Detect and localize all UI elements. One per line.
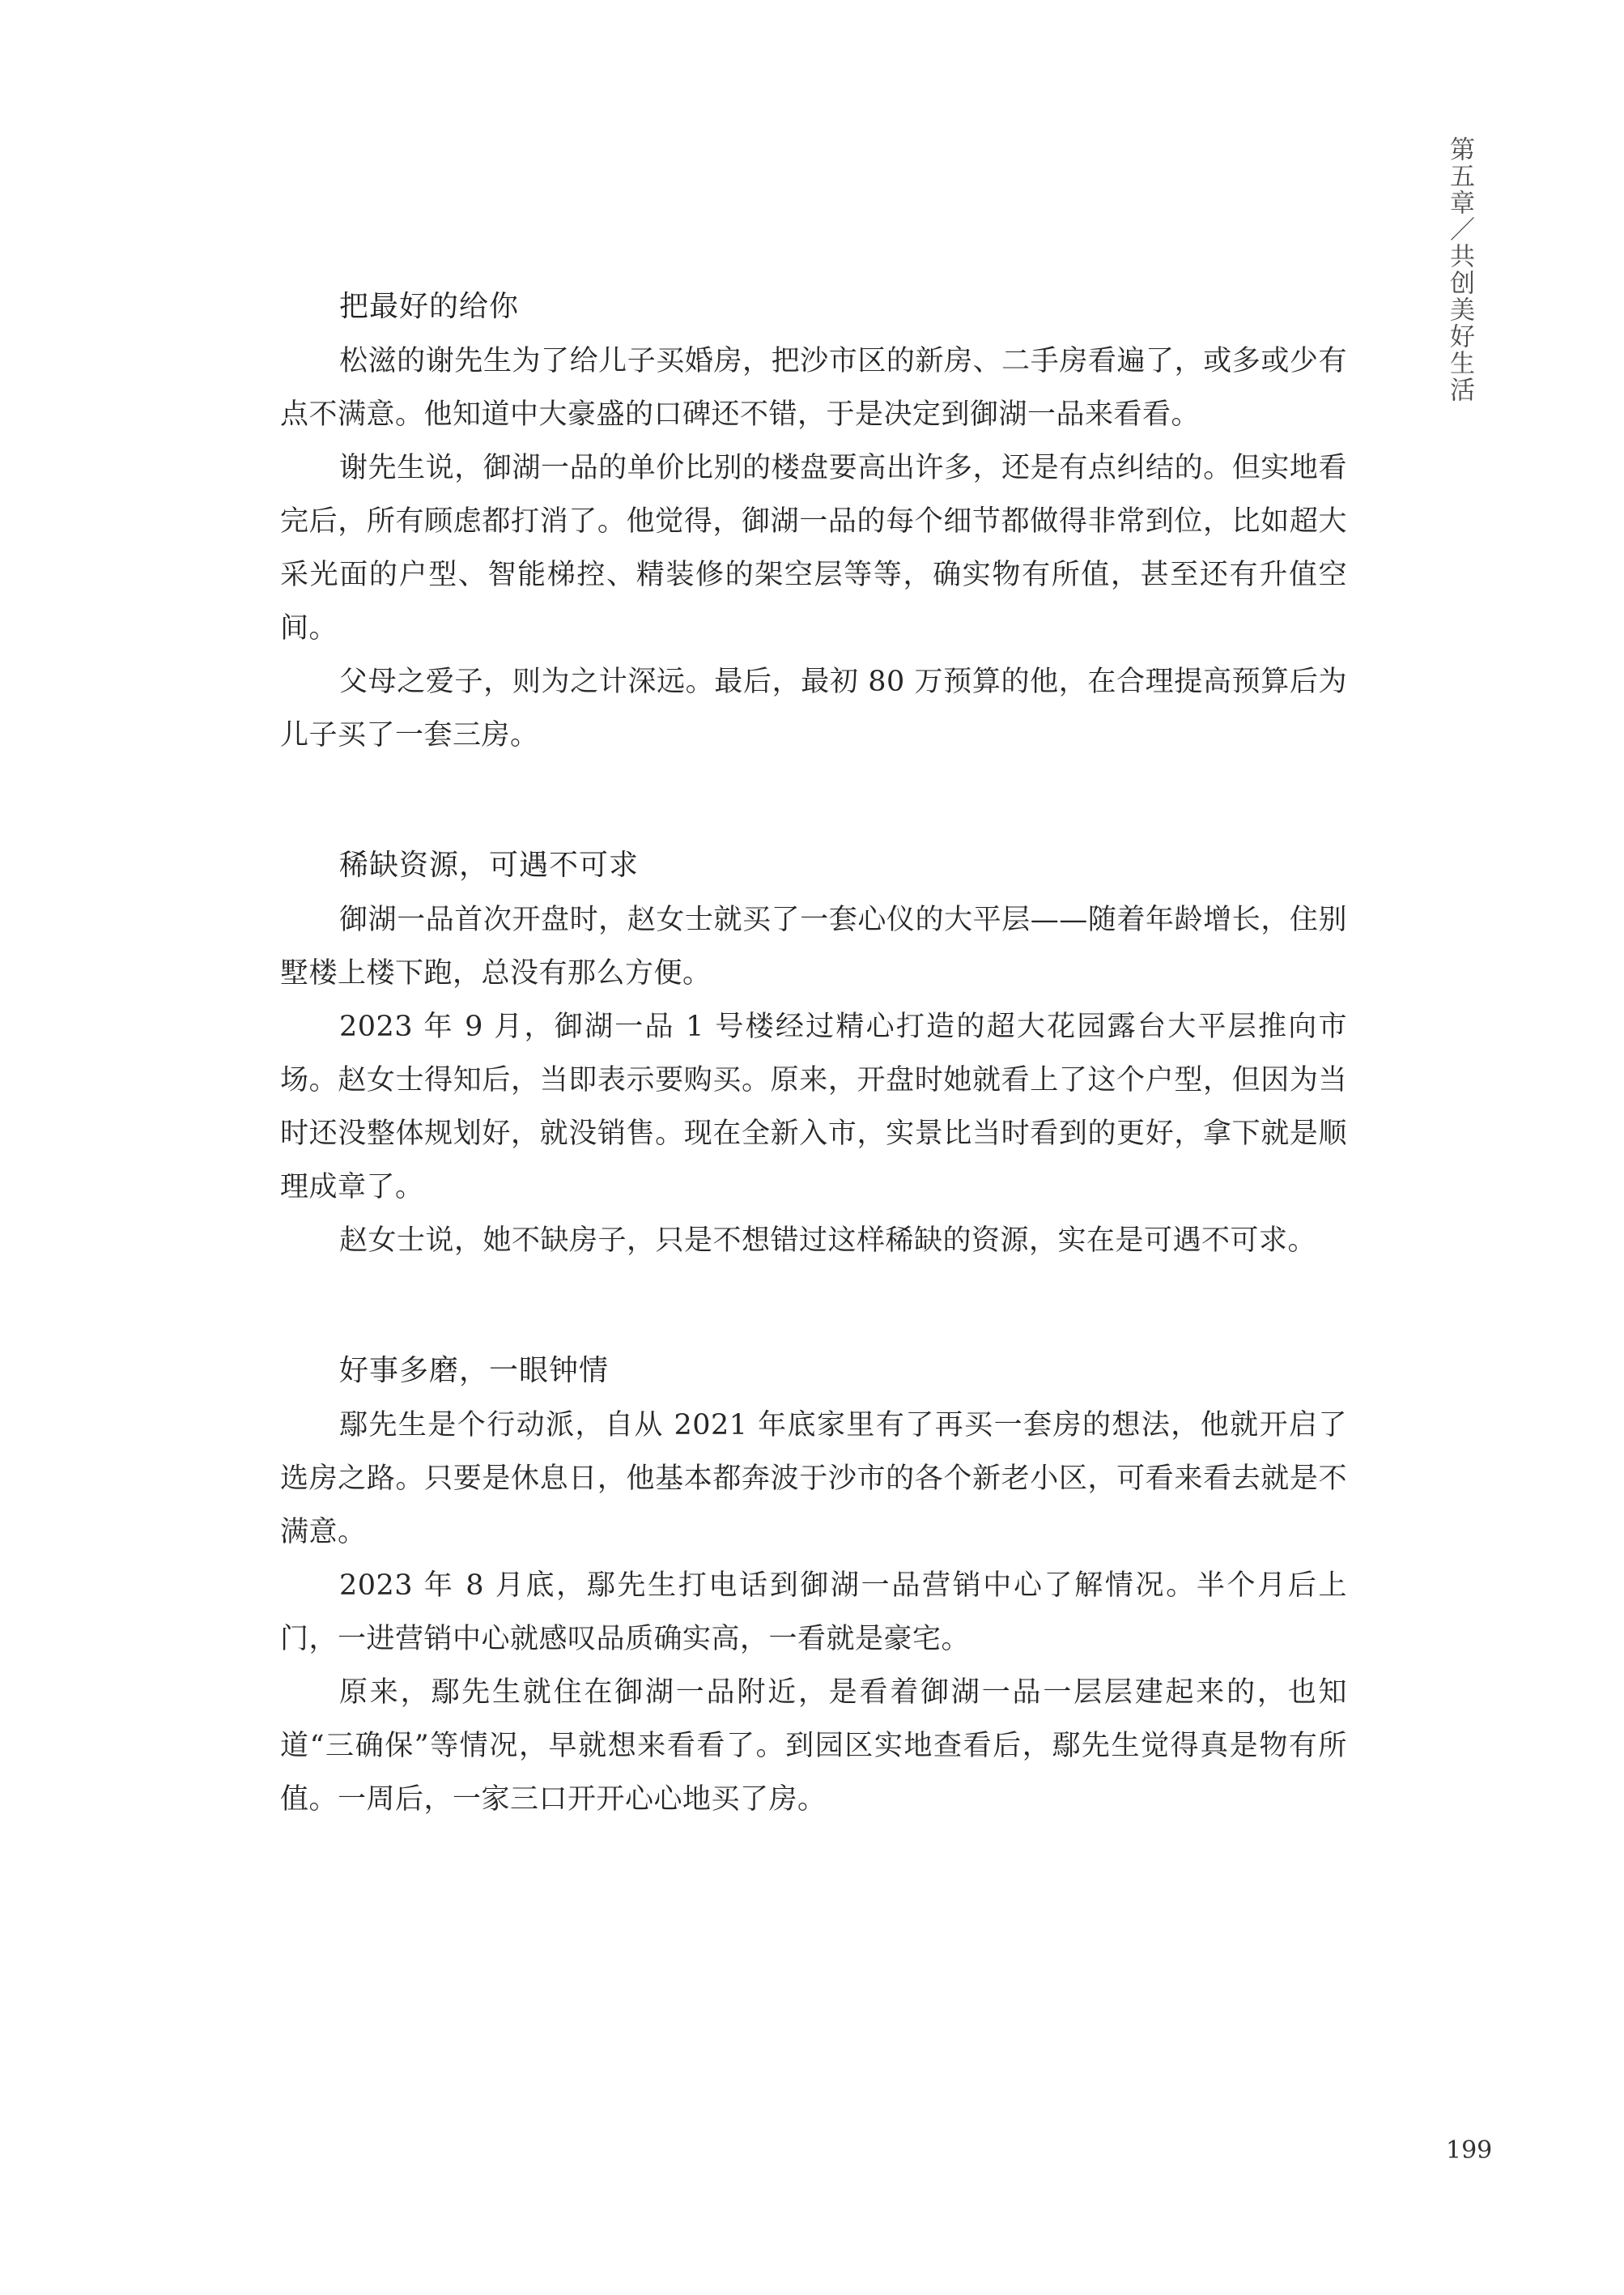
paragraph: 御湖一品首次开盘时，赵女士就买了一套心仪的大平层——随着年龄增长，住别墅楼上楼下跑，总没有那么方便。 (280, 904, 1347, 990)
section-heading: 好事多磨，一眼钟情 (339, 1354, 610, 1387)
paragraph: 2023 年 9 月，御湖一品 1 号楼经过精心打造的超大花园露台大平层推向市场。赵女士得知后，当即表示要购买。原来，开盘时她就看上了这个户型，但因为当时还没整体规划好，就没销售。现在全新入市，实景比当时看到的更好，拿下就是顺理成章了。 (280, 1011, 1347, 1203)
paragraph: 2023 年 8 月底，鄢先生打电话到御湖一品营销中心了解情况。半个月后上门，一进营销中心就感叹品质确实高，一看就是豪宅。 (280, 1569, 1347, 1655)
paragraph: 父母之爱子，则为之计深远。最后，最初 80 万预算的他，在合理提高预算后为儿子买了一套三房。 (280, 666, 1347, 752)
paragraph: 鄢先生是个行动派，自从 2021 年底家里有了再买一套房的想法，他就开启了选房之路。只要是休息日，他基本都奔波于沙市的各个新老小区，可看来看去就是不满意。 (280, 1409, 1347, 1548)
section-love-at-first-sight (280, 1343, 1347, 1826)
paragraph: 原来，鄢先生就住在御湖一品附近，是看着御湖一品一层层建起来的，也知道“三确保”等情况，早就想来看看了。到园区实地查看后，鄢先生觉得真是物有所值。一周后，一家三口开开心心地买了房。 (280, 1676, 1347, 1816)
page-content (280, 279, 1347, 1826)
section-heading: 把最好的给你 (339, 290, 520, 323)
running-header: 第五章／共创美好生活 (1445, 136, 1474, 403)
paragraph: 谢先生说，御湖一品的单价比别的楼盘要高出许多，还是有点纠结的。但实地看完后，所有顾虑都打消了。他觉得，御湖一品的每个细节都做得非常到位，比如超大采光面的户型、智能梯控、精装修的架空层等等，确实物有所值，甚至还有升值空间。 (280, 452, 1347, 645)
section-best-for-you (280, 279, 1347, 762)
page-number: 199 (1446, 2136, 1493, 2165)
paragraph: 赵女士说，她不缺房子，只是不想错过这样稀缺的资源，实在是可遇不可求。 (339, 1224, 1317, 1257)
section-scarce-resource (280, 838, 1347, 1267)
paragraph: 松滋的谢先生为了给儿子买婚房，把沙市区的新房、二手房看遍了，或多或少有点不满意。他知道中大豪盛的口碑还不错，于是决定到御湖一品来看看。 (280, 345, 1347, 431)
section-heading: 稀缺资源，可遇不可求 (339, 849, 640, 882)
